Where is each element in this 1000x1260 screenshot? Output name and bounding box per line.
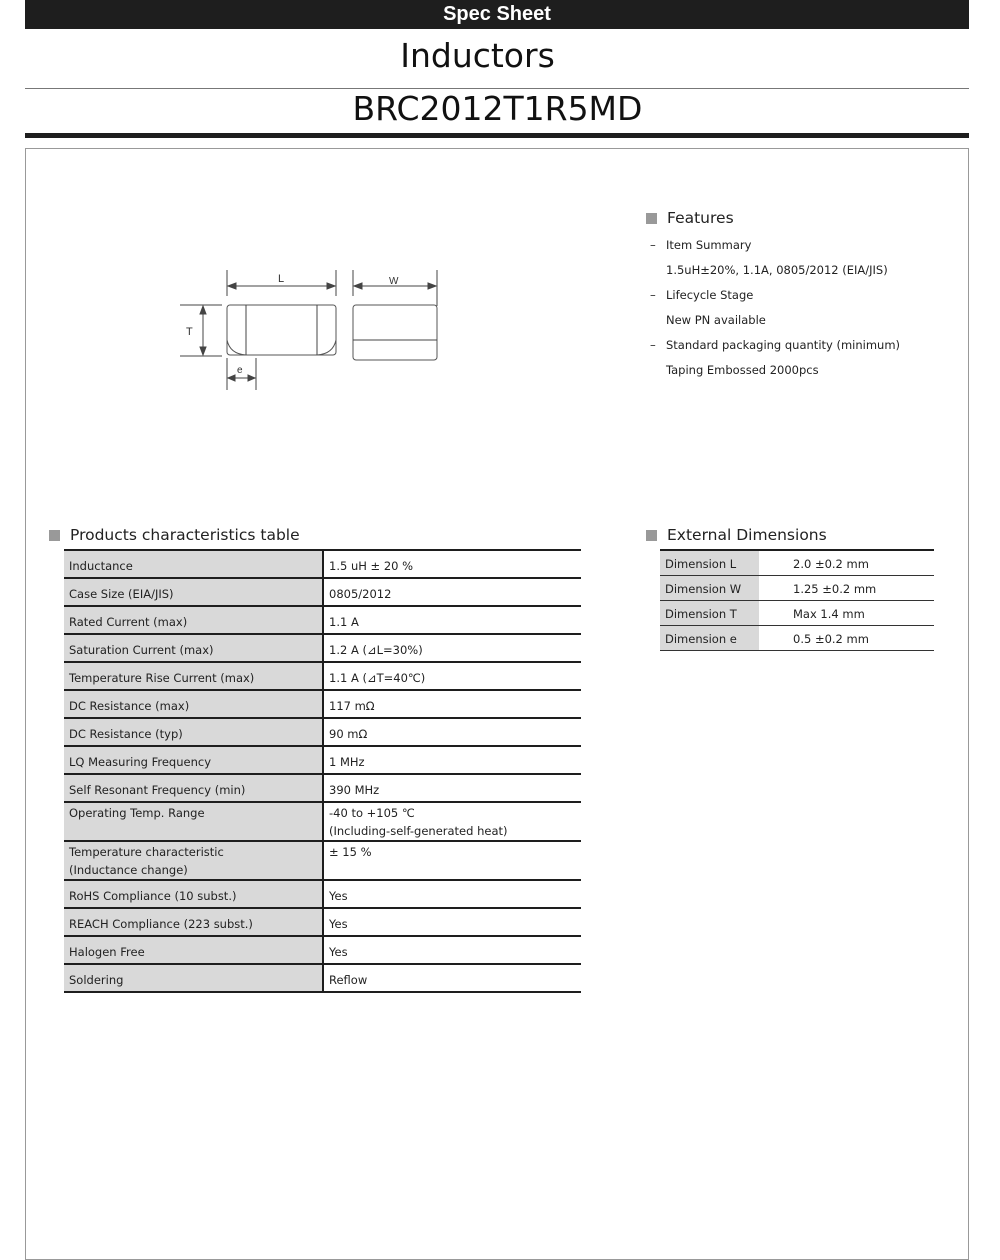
characteristics-title: Products characteristics table <box>70 526 300 544</box>
bullet-square-icon <box>646 530 657 541</box>
spec-label-text: DC Resistance (max) <box>69 699 190 713</box>
table-row <box>64 746 581 774</box>
divider-thick <box>25 133 969 138</box>
dimension-value <box>759 625 934 650</box>
spec-value <box>323 690 581 718</box>
spec-value-text: ± 15 % <box>329 845 372 859</box>
spec-label <box>64 964 323 992</box>
spec-label <box>64 880 323 908</box>
feature-value: 1.5uH±20%, 1.1A, 0805/2012 (EIA/JIS) <box>666 263 888 277</box>
spec-label <box>64 774 323 802</box>
spec-value <box>323 606 581 634</box>
spec-label <box>64 718 323 746</box>
dimension-label-text: Dimension W <box>665 581 742 596</box>
spec-value-text: 1.5 uH ± 20 % <box>329 559 414 573</box>
spec-label-text: Temperature characteristic (Inductance change) <box>69 845 224 877</box>
spec-value-text: 1.1 A <box>329 615 359 629</box>
dimension-value-text: Max 1.4 mm <box>793 606 865 621</box>
spec-label-text: REACH Compliance (223 subst.) <box>69 917 253 931</box>
label-l: L <box>278 273 285 285</box>
spec-value <box>323 746 581 774</box>
spec-value-text: 1.2 A (⊿L=30%) <box>329 643 423 657</box>
dimension-label <box>660 550 759 575</box>
dimension-label <box>660 625 759 650</box>
dimension-value <box>759 550 934 575</box>
table-row <box>64 908 581 936</box>
feature-value: New PN available <box>666 313 766 327</box>
characteristics-heading <box>49 525 300 545</box>
spec-value <box>323 802 581 841</box>
dimension-value-text: 0.5 ±0.2 mm <box>793 631 869 646</box>
dimension-drawing <box>170 262 460 397</box>
table-row <box>64 964 581 992</box>
dimension-value <box>759 575 934 600</box>
label-t: T <box>186 326 193 338</box>
table-row <box>64 802 581 841</box>
table-row <box>660 600 934 625</box>
banner-title: Spec Sheet <box>443 3 551 25</box>
features-heading <box>646 208 734 228</box>
dimension-label <box>660 600 759 625</box>
spec-value-text: Yes <box>329 889 348 903</box>
spec-value-text: 90 mΩ <box>329 727 368 741</box>
spec-label-text: Temperature Rise Current (max) <box>69 671 255 685</box>
spec-label-text: Inductance <box>69 559 133 573</box>
spec-label-text: Operating Temp. Range <box>69 806 205 820</box>
spec-label-text: Rated Current (max) <box>69 615 188 629</box>
dash-icon: – <box>650 288 656 302</box>
spec-label-text: Halogen Free <box>69 945 145 959</box>
spec-label-text: Saturation Current (max) <box>69 643 214 657</box>
spec-label <box>64 606 323 634</box>
feature-item <box>650 288 754 303</box>
spec-value <box>323 841 581 880</box>
spec-value-text: 1 MHz <box>329 755 365 769</box>
spec-value-text: -40 to +105 ℃ (Including-self-generated heat) <box>329 806 508 838</box>
spec-value-text: 390 MHz <box>329 783 380 797</box>
table-row <box>64 718 581 746</box>
table-row <box>64 606 581 634</box>
spec-label-text: Self Resonant Frequency (min) <box>69 783 246 797</box>
table-row <box>64 774 581 802</box>
feature-label: Item Summary <box>666 238 752 252</box>
features-title: Features <box>667 209 734 227</box>
dash-icon: – <box>650 238 656 252</box>
spec-value <box>323 718 581 746</box>
spec-label <box>64 746 323 774</box>
spec-value <box>323 936 581 964</box>
table-row <box>64 880 581 908</box>
dimensions-title: External Dimensions <box>667 526 827 544</box>
spec-value-text: Yes <box>329 917 348 931</box>
label-e: e <box>237 365 243 376</box>
dash-icon: – <box>650 338 656 352</box>
table-row <box>660 550 934 575</box>
spec-label-text: DC Resistance (typ) <box>69 727 183 741</box>
spec-label <box>64 662 323 690</box>
characteristics-table <box>64 549 581 993</box>
bullet-square-icon <box>646 213 657 224</box>
spec-label <box>64 634 323 662</box>
table-row <box>660 625 934 650</box>
table-row <box>64 550 581 578</box>
spec-value-text: 1.1 A (⊿T=40℃) <box>329 671 426 685</box>
spec-value-text: 0805/2012 <box>329 587 392 601</box>
spec-value <box>323 908 581 936</box>
spec-label <box>64 578 323 606</box>
spec-value-text: 117 mΩ <box>329 699 375 713</box>
label-w: W <box>389 276 399 287</box>
dimension-value-text: 1.25 ±0.2 mm <box>793 581 877 596</box>
spec-label <box>64 802 323 841</box>
spec-value <box>323 774 581 802</box>
spec-label <box>64 841 323 880</box>
part-number: BRC2012T1R5MD <box>352 89 643 128</box>
dimension-label <box>660 575 759 600</box>
table-row <box>64 634 581 662</box>
spec-value <box>323 550 581 578</box>
page-title: Inductors <box>400 36 555 75</box>
dimension-label-text: Dimension L <box>665 557 737 571</box>
spec-value <box>323 578 581 606</box>
spec-label-text: Soldering <box>69 973 124 987</box>
table-row <box>64 936 581 964</box>
spec-value <box>323 634 581 662</box>
spec-label-text: RoHS Compliance (10 subst.) <box>69 889 237 903</box>
spec-label-text: Case Size (EIA/JIS) <box>69 587 174 601</box>
dimension-label-text: Dimension e <box>665 631 737 646</box>
bullet-square-icon <box>49 530 60 541</box>
spec-label <box>64 936 323 964</box>
table-row <box>660 575 934 600</box>
dimension-value <box>759 600 934 625</box>
feature-item <box>650 238 752 253</box>
dimensions-table <box>660 549 934 651</box>
spec-value-text: Reflow <box>329 973 368 987</box>
dimension-value-text: 2.0 ±0.2 mm <box>793 557 869 571</box>
spec-label <box>64 908 323 936</box>
feature-label: Lifecycle Stage <box>666 288 754 302</box>
feature-item <box>650 338 901 353</box>
feature-value: Taping Embossed 2000pcs <box>666 363 819 377</box>
table-row <box>64 841 581 880</box>
table-row <box>64 690 581 718</box>
spec-label-text: LQ Measuring Frequency <box>69 755 212 769</box>
spec-label <box>64 550 323 578</box>
spec-value <box>323 662 581 690</box>
feature-label: Standard packaging quantity (minimum) <box>666 338 901 352</box>
dimensions-heading <box>646 525 827 545</box>
spec-label <box>64 690 323 718</box>
spec-value-text: Yes <box>329 945 348 959</box>
dimension-label-text: Dimension T <box>665 606 737 621</box>
table-row <box>64 578 581 606</box>
table-row <box>64 662 581 690</box>
spec-value <box>323 964 581 992</box>
spec-value <box>323 880 581 908</box>
